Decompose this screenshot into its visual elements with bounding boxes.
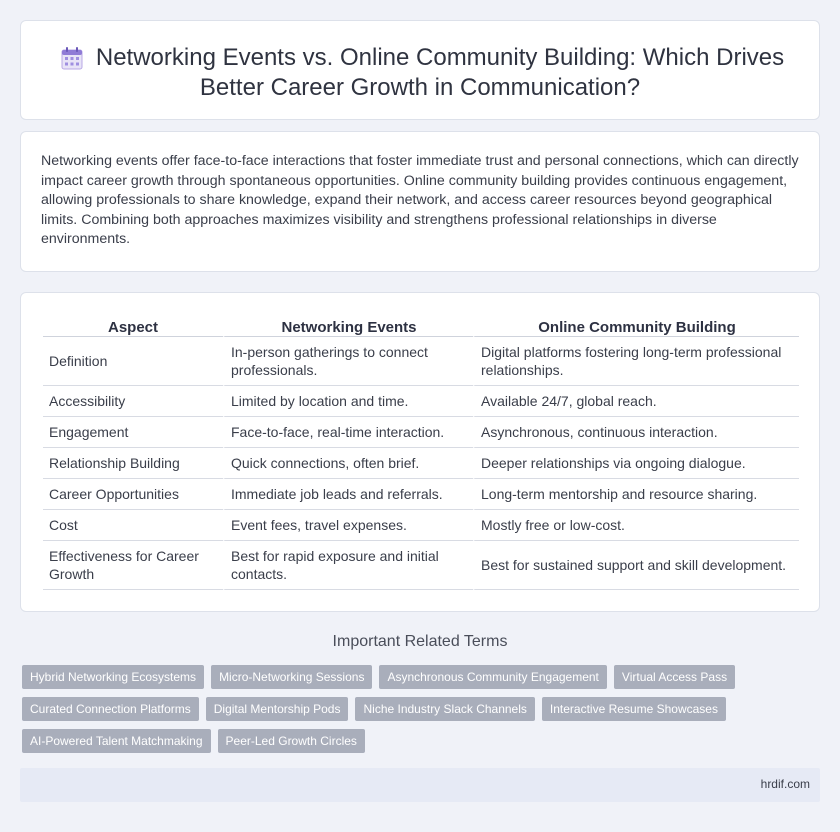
tag-peer-led-growth-circles[interactable]: Peer-Led Growth Circles: [218, 729, 365, 753]
row-aspect: Engagement: [43, 417, 223, 448]
related-terms-list: [22, 665, 818, 761]
row-networking-value: Immediate job leads and referrals.: [223, 479, 473, 510]
comparison-table: [43, 315, 799, 590]
table-row: [43, 386, 799, 417]
tag-niche-industry-slack-channels[interactable]: Niche Industry Slack Channels: [355, 697, 534, 721]
table-row: [43, 417, 799, 448]
row-networking-value: Limited by location and time.: [223, 386, 473, 417]
row-networking-value: In-person gatherings to connect professionals.: [223, 337, 473, 386]
row-networking-value: Face-to-face, real-time interaction.: [223, 417, 473, 448]
row-online-value: Best for sustained support and skill development.: [473, 541, 799, 590]
page-title-line-2: Better Career Growth in Communication?: [199, 74, 641, 101]
row-aspect: Definition: [43, 337, 223, 386]
row-networking-value: Quick connections, often brief.: [223, 448, 473, 479]
row-online-value: Available 24/7, global reach.: [473, 386, 799, 417]
row-online-value: Deeper relationships via ongoing dialogue.: [473, 448, 799, 479]
row-online-value: Digital platforms fostering long-term professional relationships.: [473, 337, 799, 386]
row-networking-value: Best for rapid exposure and initial contacts.: [223, 541, 473, 590]
row-aspect: Cost: [43, 510, 223, 541]
related-terms-heading: Important Related Terms: [332, 633, 508, 650]
row-aspect: Relationship Building: [43, 448, 223, 479]
row-aspect: Career Opportunities: [43, 479, 223, 510]
table-row: [43, 541, 799, 590]
tag-virtual-access-pass[interactable]: Virtual Access Pass: [614, 665, 735, 689]
table-row: [43, 479, 799, 510]
intro-paragraph: Networking events offer face-to-face interactions that foster immediate trust and personal connections, which can directly impact career growth through spontaneous opportunities. Online community building provides continuous engagement, allowing professionals to share knowledge, expand their network, and access career resources beyond geographical limits. Combining both approaches maximizes visibility and strengthens professional relationships in diverse environments.: [41, 153, 799, 248]
header-aspect: Aspect: [43, 315, 223, 337]
header-networking-events: Networking Events: [223, 315, 473, 337]
page-title-line-1: Networking Events vs. Online Community Building: Which Drives: [95, 44, 785, 71]
tag-ai-powered-talent-matchmaking[interactable]: AI-Powered Talent Matchmaking: [22, 729, 211, 753]
title-card: [20, 20, 820, 120]
table-row: [43, 337, 799, 386]
tag-row: [22, 697, 818, 721]
row-networking-value: Event fees, travel expenses.: [223, 510, 473, 541]
header-online-community: Online Community Building: [473, 315, 799, 337]
tag-row: [22, 729, 818, 753]
tag-interactive-resume-showcases[interactable]: Interactive Resume Showcases: [542, 697, 726, 721]
row-online-value: Asynchronous, continuous interaction.: [473, 417, 799, 448]
footer-bar: [20, 768, 820, 802]
comparison-card: [20, 292, 820, 612]
tag-digital-mentorship-pods[interactable]: Digital Mentorship Pods: [206, 697, 349, 721]
tag-micro-networking-sessions[interactable]: Micro-Networking Sessions: [211, 665, 372, 689]
row-online-value: Mostly free or low-cost.: [473, 510, 799, 541]
table-header-row: [43, 315, 799, 337]
page-title: [21, 43, 819, 103]
tag-curated-connection-platforms[interactable]: Curated Connection Platforms: [22, 697, 199, 721]
table-row: [43, 510, 799, 541]
row-online-value: Long-term mentorship and resource sharing.: [473, 479, 799, 510]
tag-row: [22, 665, 818, 689]
intro-card: [20, 131, 820, 272]
row-aspect: Accessibility: [43, 386, 223, 417]
row-aspect: Effectiveness for Career Growth: [43, 541, 223, 590]
tag-hybrid-networking-ecosystems[interactable]: Hybrid Networking Ecosystems: [22, 665, 204, 689]
table-row: [43, 448, 799, 479]
tag-asynchronous-community-engagement[interactable]: Asynchronous Community Engagement: [379, 665, 606, 689]
footer-site-link[interactable]: hrdif.com: [760, 777, 810, 791]
